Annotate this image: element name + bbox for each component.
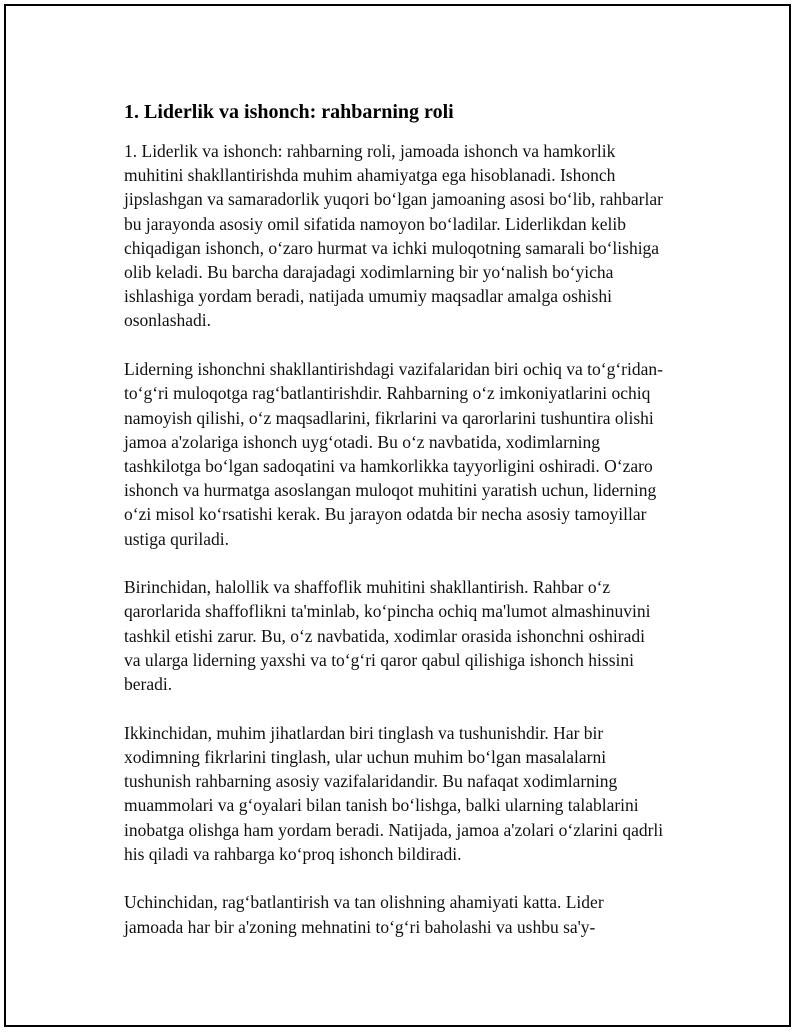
section-heading: 1. Liderlik va ishonch: rahbarning roli bbox=[124, 101, 454, 123]
page-frame bbox=[4, 4, 791, 1027]
paragraph-first-principle: Birinchidan, halollik va shaffoflik muhitini shakllantirish. Rahbar o‘z qarorlarida shaffoflikni ta'minlab, ko‘pincha ochiq ma'lumot almashinuvini tashkil etishi zarur. Bu, o‘z navbatida, xodimlar orasida ishonchni oshiradi va ularga liderning yaxshi va to‘g‘ri qaror qabul qilishiga ishonch hissini beradi. bbox=[124, 577, 651, 695]
paragraph-intro: 1. Liderlik va ishonch: rahbarning roli, jamoada ishonch va hamkorlik muhitini shakllantirishda muhim ahamiyatga ega hisoblanadi. Ishonch jipslashgan va samaradorlik yuqori bo‘lgan jamoaning asosi bo‘lib, rahbarlar bu jarayonda asosiy omil sifatida namoyon bo‘ladilar. Liderlikdan kelib chiqadigan ishonch, o‘zaro hurmat va ichki muloqotning samarali bo‘lishiga olib keladi. Bu barcha darajadagi xodimlarning bir yo‘nalish bo‘yicha ishlashiga yordam beradi, natijada umumiy maqsadlar amalga oshishi osonlashadi. bbox=[124, 141, 663, 331]
paragraph-communication: Liderning ishonchni shakllantirishdagi vazifalaridan biri ochiq va to‘g‘ridan- to‘g‘ri muloqotga rag‘batlantirishdir. Rahbarning o‘z imkoniyatlarini ochiq namoyish qilishi, o‘z maqsadlarini, fikrlarini va qarorlarini tushuntira olishi jamoa a'zolariga ishonch uyg‘otadi. Bu o‘z navbatida, xodimlarning tashkilotga bo‘lgan sadoqatini va hamkorlikka tayyorligini oshiradi. O‘zaro ishonch va hurmatga asoslangan muloqot muhitini yaratish uchun, liderning o‘zi misol ko‘rsatishi kerak. Bu jarayon odatda bir necha asosiy tamoyillar ustiga quriladi. bbox=[124, 359, 663, 549]
paragraph-third-principle: Uchinchidan, rag‘batlantirish va tan olishning ahamiyati katta. Lider jamoada har bir a'zoning mehnatini to‘g‘ri baholashi va ushbu sa'y- bbox=[124, 892, 604, 937]
paragraph-second-principle: Ikkinchidan, muhim jihatlardan biri tinglash va tushunishdir. Har bir xodimning fikrlarini tinglash, ular uchun muhim bo‘lgan masalalarni tushunish rahbarning asosiy vazifalaridandir. Bu nafaqat xodimlarning muammolari va g‘oyalari bilan tanish bo‘lishga, balki ularning talablarini inobatga olishga ham yordam beradi. Natijada, jamoa a'zolari o‘zlarini qadrli his qiladi va rahbarga ko‘proq ishonch bildiradi. bbox=[124, 722, 664, 864]
document-body bbox=[124, 99, 692, 963]
